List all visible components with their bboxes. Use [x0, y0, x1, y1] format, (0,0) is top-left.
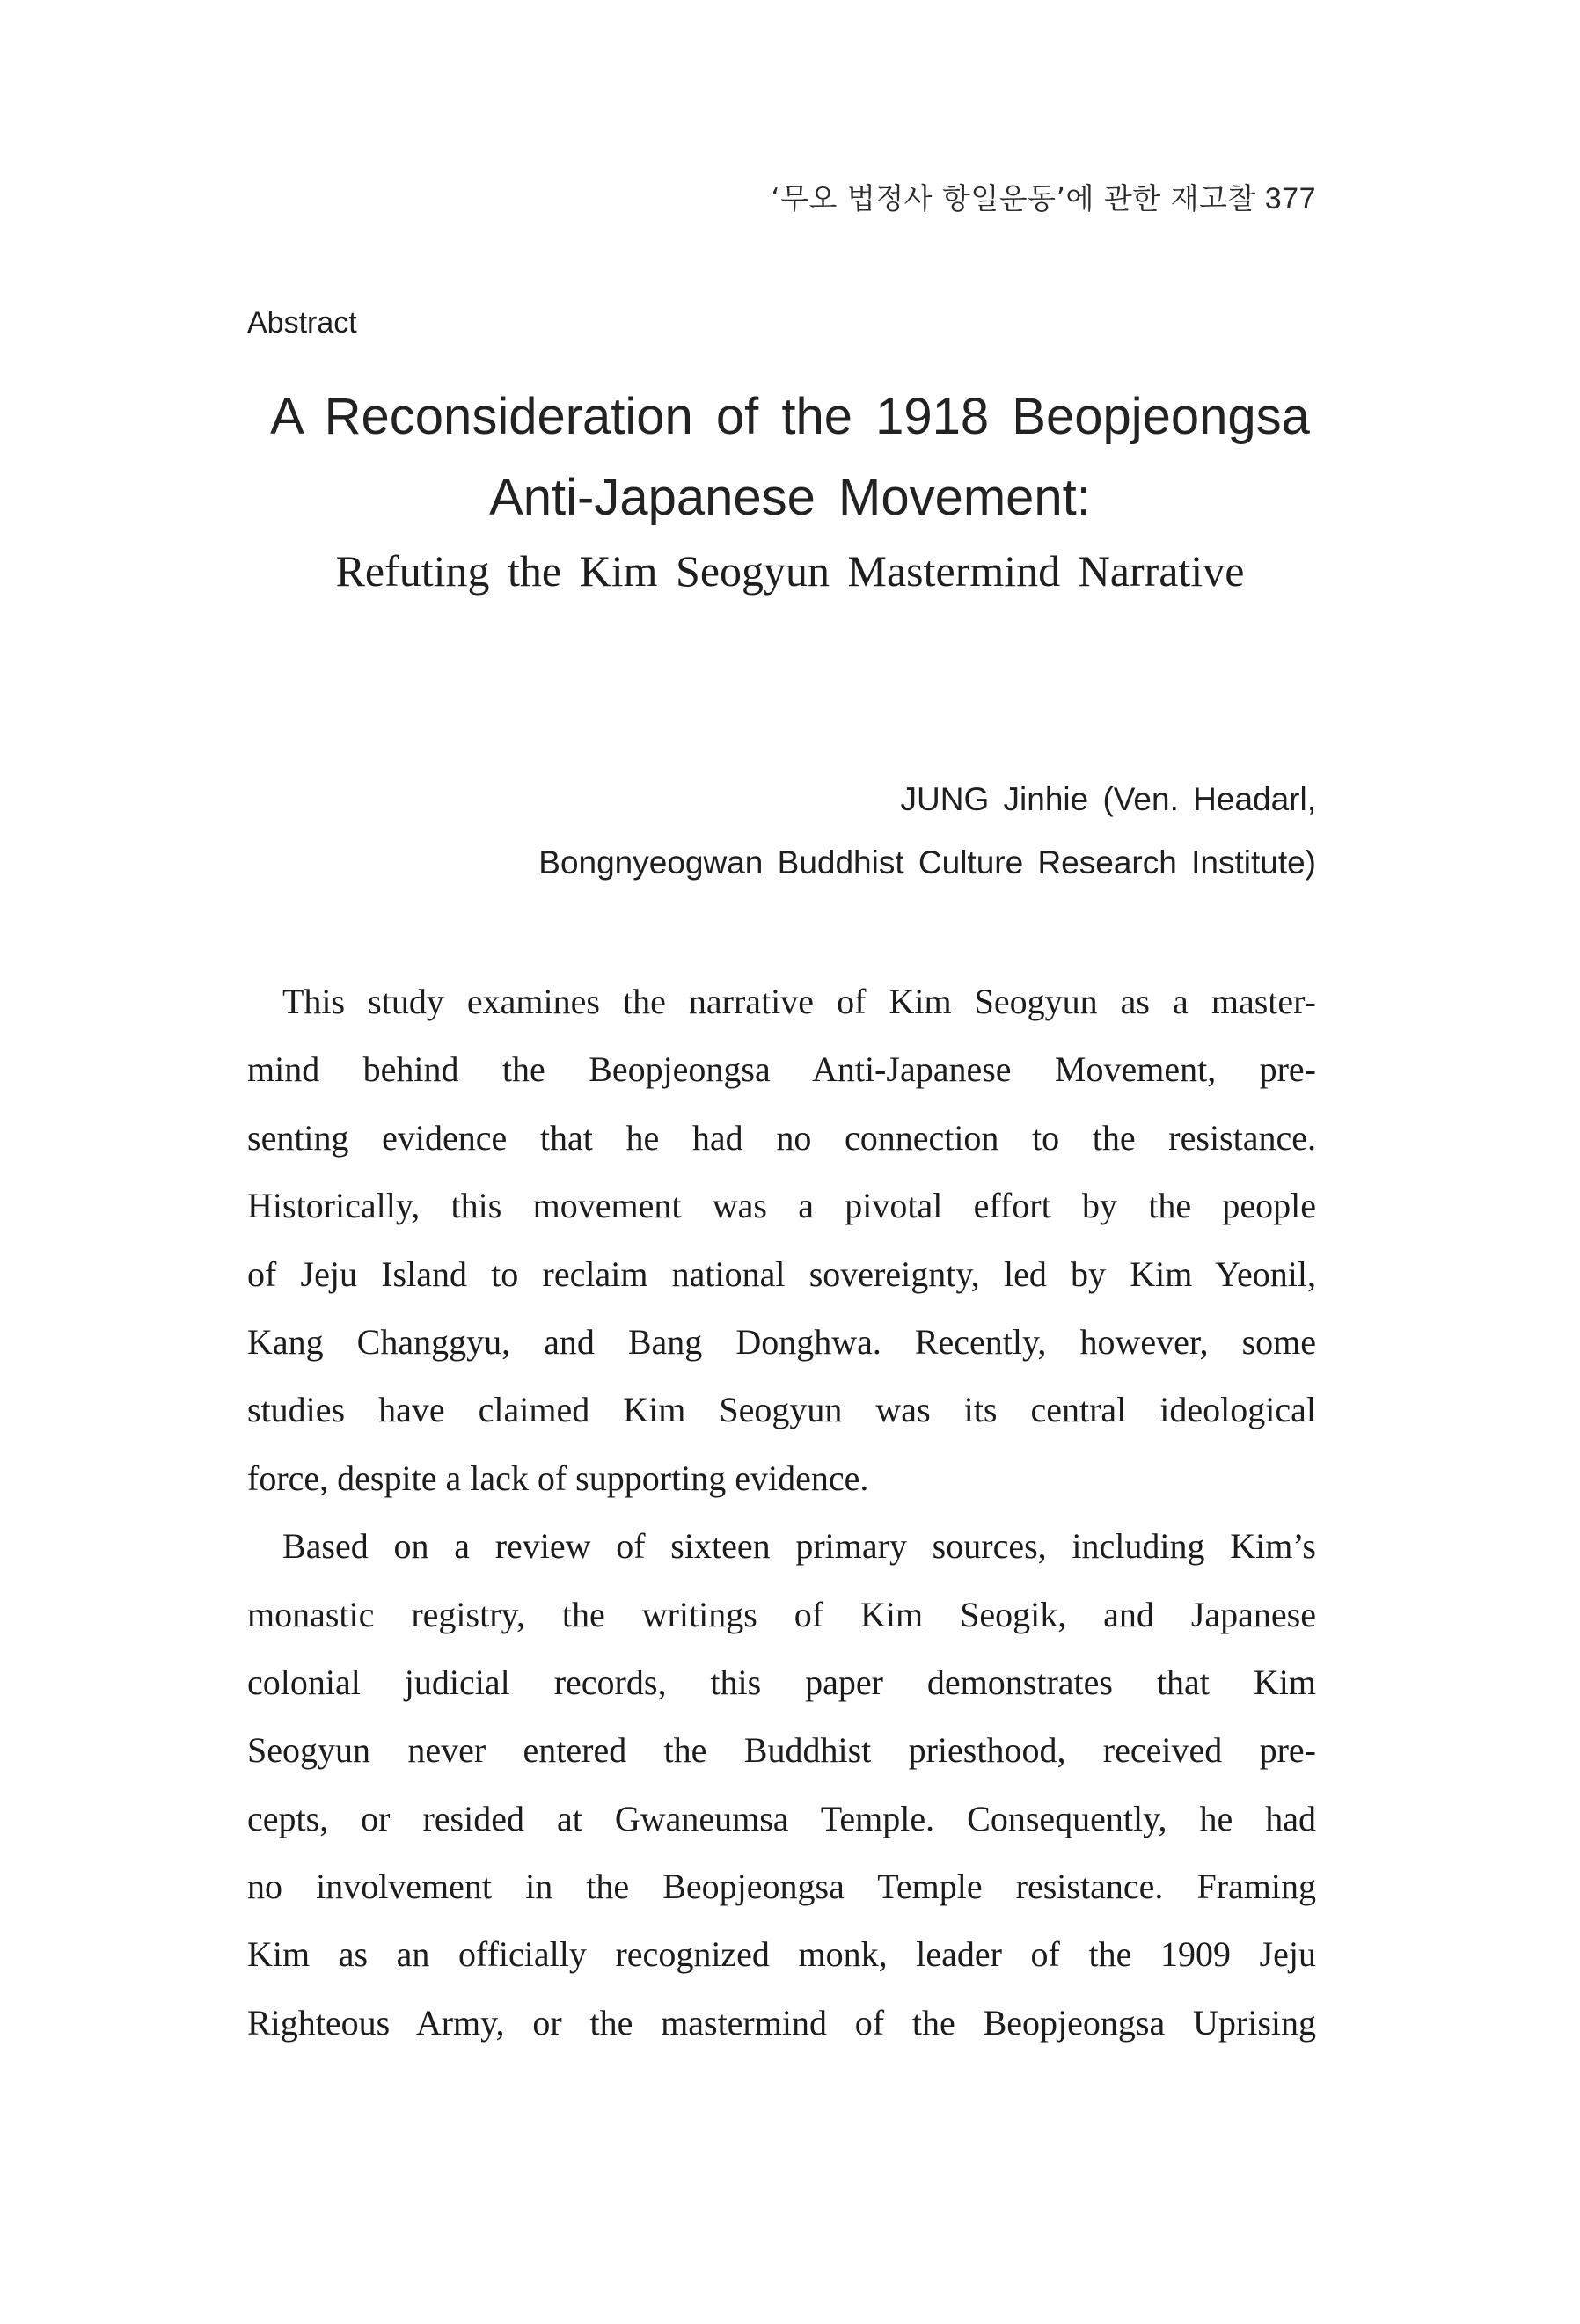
body-line: Kim as an officially recognized monk, leader of the 1909 Jeju: [247, 1934, 1316, 1975]
body-line: Based on a review of sixteen primary sources, including Kim’s: [282, 1526, 1316, 1567]
body-line: colonial judicial records, this paper demonstrates that Kim: [247, 1662, 1316, 1702]
body-line: Historically, this movement was a pivotal effort by the people: [247, 1186, 1316, 1226]
section-label: Abstract: [247, 306, 357, 340]
abstract-body: [247, 968, 1316, 2057]
body-line: mind behind the Beopjeongsa Anti-Japanese Movement, pre-: [247, 1049, 1316, 1090]
body-line: Kang Changgyu, and Bang Donghwa. Recently, however, some: [247, 1321, 1316, 1362]
body-line: Seogyun never entered the Buddhist priesthood, received pre-: [247, 1730, 1316, 1771]
paragraph-2: [247, 1512, 1316, 2057]
paragraph-1: [247, 968, 1316, 1512]
author-affiliation: Bongnyeogwan Buddhist Culture Research Institute): [538, 844, 1316, 881]
title-line-1: A Reconsideration of the 1918 Beopjeongsa: [270, 388, 1310, 445]
body-line: cepts, or resided at Gwaneumsa Temple. Consequently, he had: [247, 1798, 1316, 1838]
body-line: This study examines the narrative of Kim Seogyun as a master-: [282, 982, 1316, 1021]
subtitle: Refuting the Kim Seogyun Mastermind Narrative: [335, 546, 1245, 596]
body-line: no involvement in the Beopjeongsa Temple resistance. Framing: [247, 1867, 1316, 1907]
body-line: monastic registry, the writings of Kim Seogik, and Japanese: [247, 1594, 1316, 1634]
body-line: senting evidence that he had no connection to the resistance.: [247, 1117, 1316, 1158]
body-line: studies have claimed Kim Seogyun was its central ideological: [247, 1390, 1316, 1430]
title-line-2: Anti-Japanese Movement:: [489, 469, 1091, 526]
running-head-title: ‘무오 법정사 항일운동’에 관한 재고찰: [771, 181, 1256, 216]
running-head: [771, 176, 1316, 217]
body-line: Righteous Army, or the mastermind of the Beopjeongsa Uprising: [247, 2002, 1316, 2043]
body-line: of Jeju Island to reclaim national sovereignty, led by Kim Yeonil,: [247, 1253, 1316, 1294]
page-number: 377: [1264, 182, 1316, 216]
body-line: force, despite a lack of supporting evidence.: [247, 1458, 869, 1498]
author-name: JUNG Jinhie (Ven. Headarl,: [900, 781, 1316, 817]
